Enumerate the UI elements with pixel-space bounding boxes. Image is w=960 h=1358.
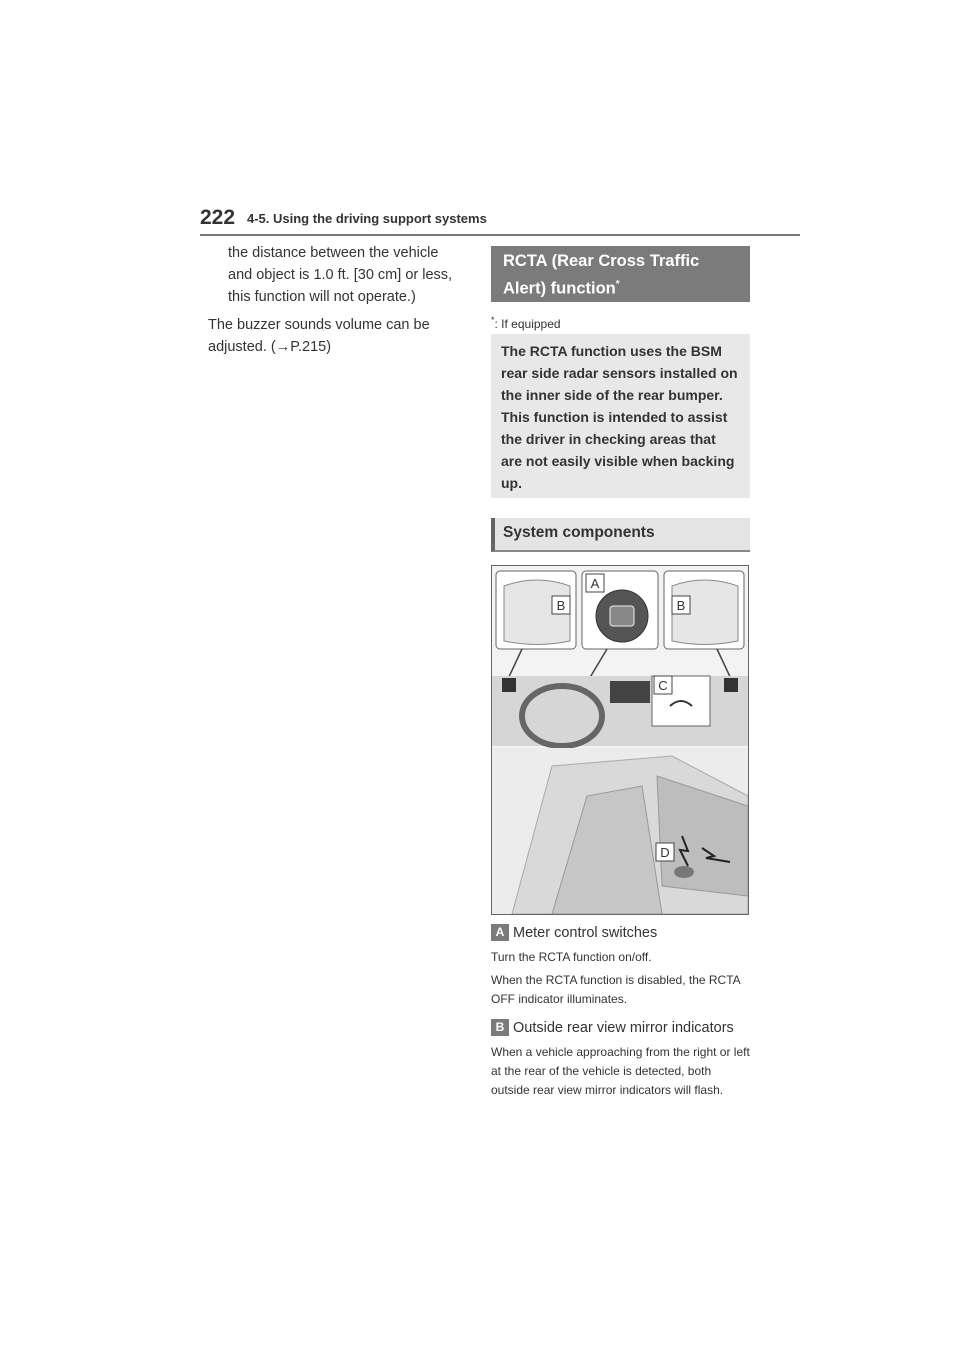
illustration-svg (492, 566, 748, 914)
rcta-intro: The RCTA function uses the BSM rear side radar sensors installed on the inner side of the rear bumper. This function is intended to assist the driver in checking areas that are not easily visible when backing up. (491, 334, 750, 498)
radar-sensor-icon (674, 866, 694, 878)
component-a (491, 924, 751, 1013)
label-b-right: B (676, 598, 686, 613)
component-a-desc (491, 948, 751, 1009)
component-b-title: Outside rear view mirror indicators (513, 1020, 734, 1036)
left-column (208, 242, 458, 364)
page-number: 222 (200, 206, 236, 229)
footnote-text: : If equipped (494, 317, 561, 331)
component-b-badge: B (491, 1019, 509, 1036)
label-b-left: B (556, 598, 566, 613)
buzzer-text: The buzzer sounds volume can be adjusted. (→P.215) (208, 317, 430, 355)
component-a-desc-2: When the RCTA function is disabled, the RCTA OFF indicator illuminates. (491, 973, 741, 1006)
component-b-desc (491, 1043, 751, 1100)
footnote (491, 315, 561, 331)
rcta-asterisk: * (615, 279, 620, 290)
label-c: C (658, 678, 668, 693)
component-a-desc-1: Turn the RCTA function on/off. (491, 950, 652, 964)
section-title: 4-5. Using the driving support systems (247, 211, 487, 226)
rcta-heading (491, 246, 750, 302)
display-icon (610, 681, 650, 703)
component-b-desc-1: When a vehicle approaching from the right or left at the rear of the vehicle is detected, both outside rear view mirror indicators will flash. (491, 1045, 750, 1097)
component-a-badge: A (491, 924, 509, 941)
component-b (491, 1019, 751, 1104)
component-a-title: Meter control switches (513, 925, 658, 941)
label-d: D (660, 845, 670, 860)
components-heading: System components (491, 518, 750, 552)
footnote-mark: * (491, 315, 495, 325)
label-a: A (590, 576, 600, 591)
rcta-heading-text: RCTA (Rear Cross Traffic Alert) function (503, 252, 700, 298)
continued-text: the distance between the vehicle and object is 1.0 ft. [30 cm] or less, this function will not operate.) (228, 245, 453, 305)
header-rule (200, 234, 800, 236)
system-components-illustration (491, 565, 749, 915)
